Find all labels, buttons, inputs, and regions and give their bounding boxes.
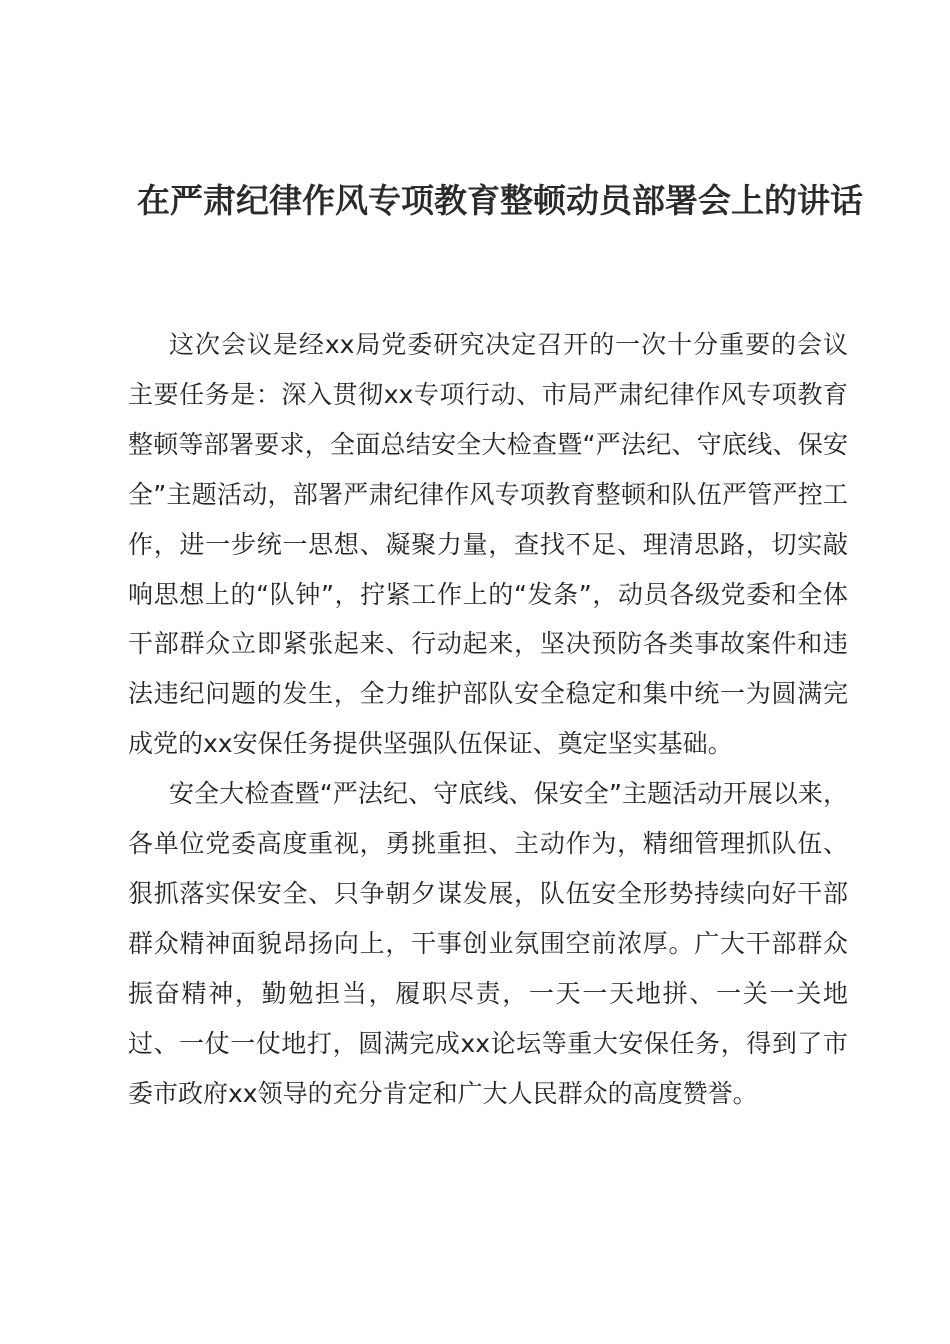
paragraph-2: 安全大检查暨“严法纪、守底线、保安全”主题活动开展以来，各单位党委高度重视，勇挑重担、主动作为，精细管理抓队伍、狠抓落实保安全、只争朝夕谋发展，队伍安全形势持续向好干部群众精神面貌昂扬向上，干事创业氛围空前浓厚。广大干部群众振奋精神，勤勉担当，履职尽责，一天一天地拼、一关一关地过、一仗一仗地打，圆满完成xx论坛等重大安保任务，得到了市委市政府xx领导的充分肯定和广大人民群众的高度赞誉。 — [128, 779, 848, 1108]
paragraph-1: 这次会议是经xx局党委研究决定召开的一次十分重要的会议主要任务是：深入贯彻xx专项行动、市局严肃纪律作风专项教育整顿等部署要求，全面总结安全大检查暨“严法纪、守底线、保安全”主题活动，部署严肃纪律作风专项教育整顿和队伍严管严控工作，进一步统一思想、凝聚力量，查找不足、理清思路，切实敲响思想上的“队钟”，拧紧工作上的“发条”，动员各级党委和全体干部群众立即紧张起来、行动起来，坚决预防各类事故案件和违法违纪问题的发生，全力维护部队安全稳定和集中统一为圆满完成党的xx安保任务提供坚强队伍保证、奠定坚实基础。 — [128, 330, 848, 759]
document-body — [128, 320, 848, 1119]
document-title: 在严肃纪律作风专项教育整顿动员部署会上的讲话 — [137, 181, 863, 220]
